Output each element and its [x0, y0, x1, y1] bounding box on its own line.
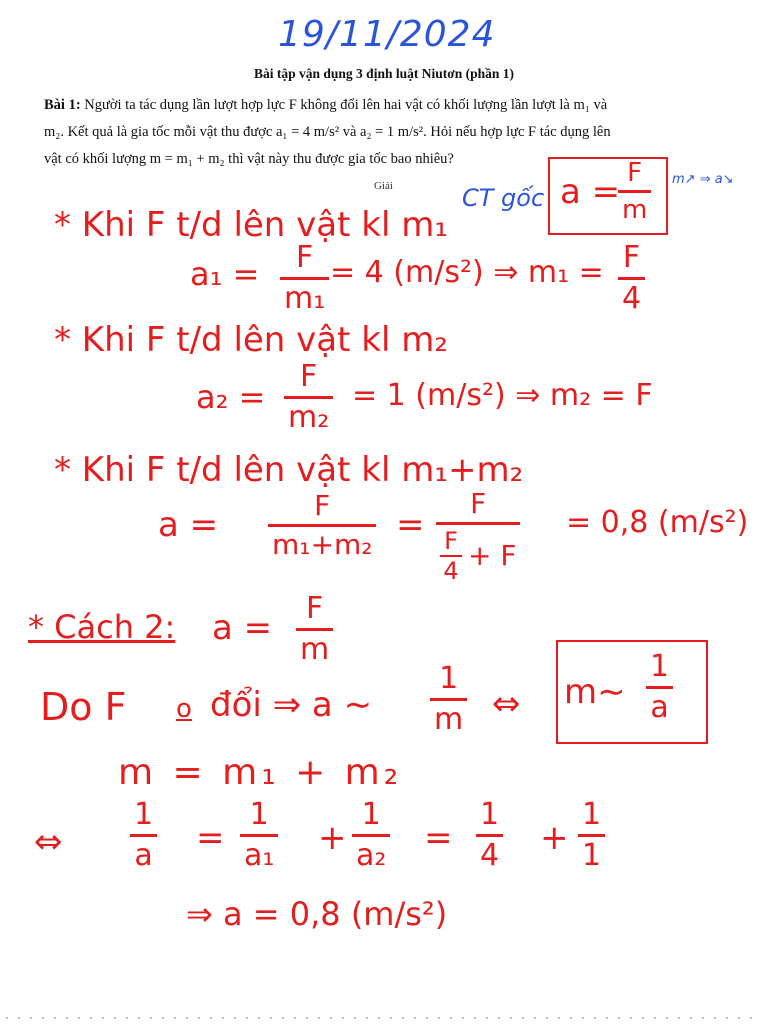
- case3-inner-num: F: [444, 527, 458, 555]
- iff-arrow-2: ⇔: [34, 822, 63, 862]
- method2-heading: * Cách 2:: [28, 608, 176, 646]
- case3-result: = 0,8 (m/s²): [566, 505, 749, 540]
- one-over-one-num: 1: [582, 797, 602, 832]
- plus-1: +: [318, 818, 347, 858]
- case1-den: m₁: [284, 281, 326, 316]
- mass-sum: m = m₁ + m₂: [118, 752, 403, 793]
- method2-num: F: [305, 591, 324, 626]
- proportional-text: đổi ⇒ a ∼: [210, 685, 373, 725]
- page-title: Bài tập vận dụng 3 định luật Niutơn (phần 1): [254, 66, 514, 81]
- khong-abbrev: o: [176, 694, 192, 724]
- handwritten-date: 19/11/2024: [278, 14, 496, 55]
- case1-rden: 4: [622, 281, 642, 316]
- case1-lhs: a₁ =: [190, 255, 260, 293]
- case2-heading: * Khi F t/d lên vật kl m₂: [54, 320, 448, 360]
- ct-goc-note: CT gốc: [462, 184, 545, 212]
- method2-den: m: [300, 632, 330, 667]
- key-formula-lhs: a =: [560, 172, 621, 212]
- problem-line-1: Người ta tác dụng lần lượt hợp lực F không đổi lên hai vật có khối lượng lần lượt là m₁ và: [80, 97, 608, 113]
- inv-a2-den: a₂: [356, 838, 387, 873]
- case2-mid: = 1 (m/s²) ⇒ m₂ = F: [352, 378, 653, 413]
- case1-mid: = 4 (m/s²) ⇒ m₁ =: [330, 255, 604, 290]
- inv-a1-den: a₁: [244, 838, 275, 873]
- inv-a-den: a: [134, 838, 153, 873]
- solution-label: Giải: [374, 180, 393, 192]
- case2-num: F: [299, 359, 318, 394]
- final-answer: ⇒ a = 0,8 (m/s²): [186, 895, 448, 933]
- problem-line-2: m₂. Kết quả là gia tốc mỗi vật thu được a₁ = 4 m/s² và a₂ = 1 m/s². Hỏi nếu hợp lực F tác dụng lên: [44, 124, 611, 140]
- case1-rnum: F: [622, 240, 641, 275]
- eq-2: =: [424, 818, 453, 858]
- inv-a2-num: 1: [361, 797, 381, 832]
- one-quarter-den: 4: [480, 838, 500, 873]
- problem-line-3: vật có khối lượng m = m₁ + m₂ thì vật này thu được gia tốc bao nhiêu?: [44, 151, 454, 167]
- case2-lhs: a₂ =: [196, 378, 266, 416]
- one-over-a-num: 1: [650, 649, 670, 684]
- one-over-one-den: 1: [582, 838, 602, 873]
- case3-inner-den: 4: [443, 557, 459, 585]
- problem-label: Bài 1:: [44, 97, 81, 113]
- case3-num2: F: [470, 487, 487, 520]
- case3-num: F: [314, 489, 331, 522]
- inv-a1-num: 1: [249, 797, 269, 832]
- case2-den: m₂: [288, 400, 330, 435]
- case3-den2-tail: + F: [468, 539, 517, 572]
- case3-eq: =: [396, 505, 425, 545]
- one-over-a-den: a: [650, 690, 669, 725]
- one-over-m-den: m: [434, 702, 464, 737]
- case1-heading: * Khi F t/d lên vật kl m₁: [54, 205, 448, 245]
- do-f-text: Do F: [40, 685, 127, 729]
- one-over-m-num: 1: [439, 661, 459, 696]
- one-quarter-num: 1: [480, 797, 500, 832]
- inv-a-num: 1: [134, 797, 154, 832]
- proportion-lhs: m∼: [564, 672, 626, 712]
- side-note: m↗ ⇒ a↘: [672, 172, 734, 187]
- case3-heading: * Khi F t/d lên vật kl m₁+m₂: [54, 450, 524, 490]
- case1-num: F: [295, 240, 314, 275]
- iff-arrow: ⇔: [492, 684, 521, 724]
- plus-2: +: [540, 818, 569, 858]
- key-formula-den: m: [622, 195, 648, 225]
- key-formula-num: F: [627, 158, 643, 188]
- eq-1: =: [196, 818, 225, 858]
- method2-lhs: a =: [212, 608, 273, 648]
- case3-den: m₁+m₂: [272, 528, 373, 561]
- case3-lhs: a =: [158, 505, 219, 545]
